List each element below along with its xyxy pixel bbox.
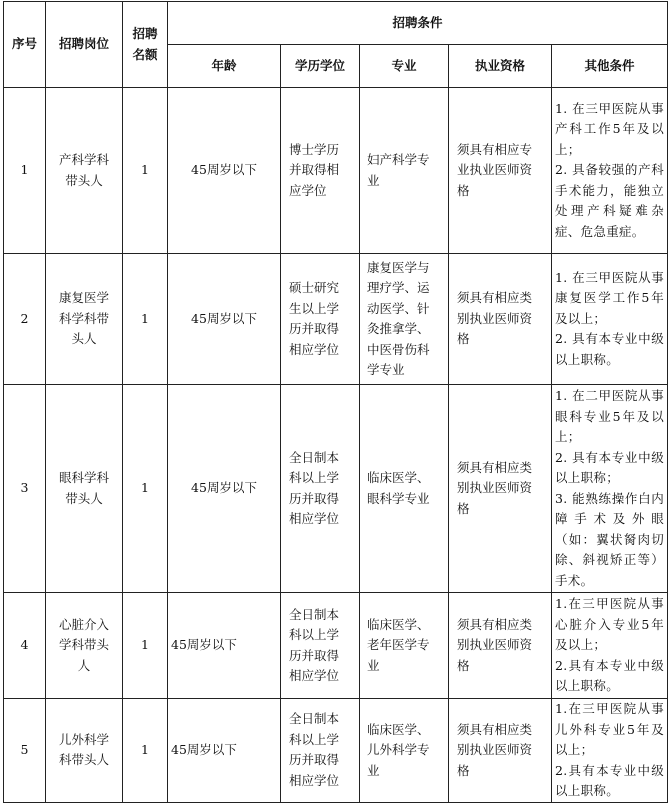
cell-age: 45周岁以下 — [168, 385, 281, 593]
cell-position: 儿外科学科带头人 — [46, 699, 123, 803]
cell-age: 45周岁以下 — [168, 254, 281, 385]
cell-major: 临床医学、儿外科学专业 — [360, 699, 449, 803]
table-row — [4, 88, 668, 254]
cell-major: 妇产科学专业 — [360, 88, 449, 254]
header-qualification: 执业资格 — [449, 45, 552, 88]
header-age: 年龄 — [168, 45, 281, 88]
cell-other: 1.在三甲医院从事儿外科专业5年及以上； 2.具有本专业中级以上职称。 — [552, 699, 668, 803]
cell-quota: 1 — [123, 593, 168, 699]
cell-education: 博士学历并取得相应学位 — [281, 88, 360, 254]
cell-qualification: 须具有相应专业执业医师资格 — [449, 88, 552, 254]
header-major: 专业 — [360, 45, 449, 88]
header-seq: 序号 — [4, 2, 46, 88]
cell-seq: 1 — [4, 88, 46, 254]
cell-seq: 3 — [4, 385, 46, 593]
header-quota: 招聘名额 — [123, 2, 168, 88]
header-conditions: 招聘条件 — [168, 2, 668, 45]
cell-qualification: 须具有相应类别执业医师资格 — [449, 254, 552, 385]
cell-age: 45周岁以下 — [168, 699, 281, 803]
cell-quota: 1 — [123, 699, 168, 803]
cell-major: 临床医学、眼科学专业 — [360, 385, 449, 593]
cell-quota: 1 — [123, 385, 168, 593]
cell-seq: 4 — [4, 593, 46, 699]
table-row — [4, 593, 668, 699]
cell-quota: 1 — [123, 254, 168, 385]
recruitment-table — [3, 1, 668, 803]
header-position: 招聘岗位 — [46, 2, 123, 88]
table-row — [4, 254, 668, 385]
cell-major: 临床医学、老年医学专业 — [360, 593, 449, 699]
cell-position: 心脏介入学科带头人 — [46, 593, 123, 699]
cell-other: 1. 在二甲医院从事眼科专业5年及以上； 2. 具有本专业中级以上职称； 3. 能熟练操作白内障手术及外眼（如：翼状胬肉切除、斜视矫正等）手术。 — [552, 385, 668, 593]
cell-other: 1. 在三甲医院从事康复医学工作5年及以上； 2. 具有本专业中级以上职称。 — [552, 254, 668, 385]
cell-age: 45周岁以下 — [168, 88, 281, 254]
cell-position: 康复医学科学科带头人 — [46, 254, 123, 385]
cell-position: 眼科学科带头人 — [46, 385, 123, 593]
header-education: 学历学位 — [281, 45, 360, 88]
cell-other: 1. 在三甲医院从事产科工作5年及以上； 2. 具备较强的产科手术能力，能独立处理产科疑难杂症、危急重症。 — [552, 88, 668, 254]
cell-seq: 2 — [4, 254, 46, 385]
cell-education: 全日制本科以上学历并取得相应学位 — [281, 699, 360, 803]
cell-education: 全日制本科以上学历并取得相应学位 — [281, 385, 360, 593]
header-other: 其他条件 — [552, 45, 668, 88]
cell-education: 全日制本科以上学历并取得相应学位 — [281, 593, 360, 699]
table-row — [4, 699, 668, 803]
cell-qualification: 须具有相应类别执业医师资格 — [449, 593, 552, 699]
cell-major: 康复医学与理疗学、运动医学、针灸推拿学、中医骨伤科学专业 — [360, 254, 449, 385]
cell-qualification: 须具有相应类别执业医师资格 — [449, 385, 552, 593]
table-row — [4, 385, 668, 593]
cell-other: 1.在三甲医院从事心脏介入专业5年及以上； 2.具有本专业中级以上职称。 — [552, 593, 668, 699]
cell-quota: 1 — [123, 88, 168, 254]
cell-seq: 5 — [4, 699, 46, 803]
cell-age: 45周岁以下 — [168, 593, 281, 699]
cell-position: 产科学科带头人 — [46, 88, 123, 254]
cell-qualification: 须具有相应类别执业医师资格 — [449, 699, 552, 803]
cell-education: 硕士研究生以上学历并取得相应学位 — [281, 254, 360, 385]
